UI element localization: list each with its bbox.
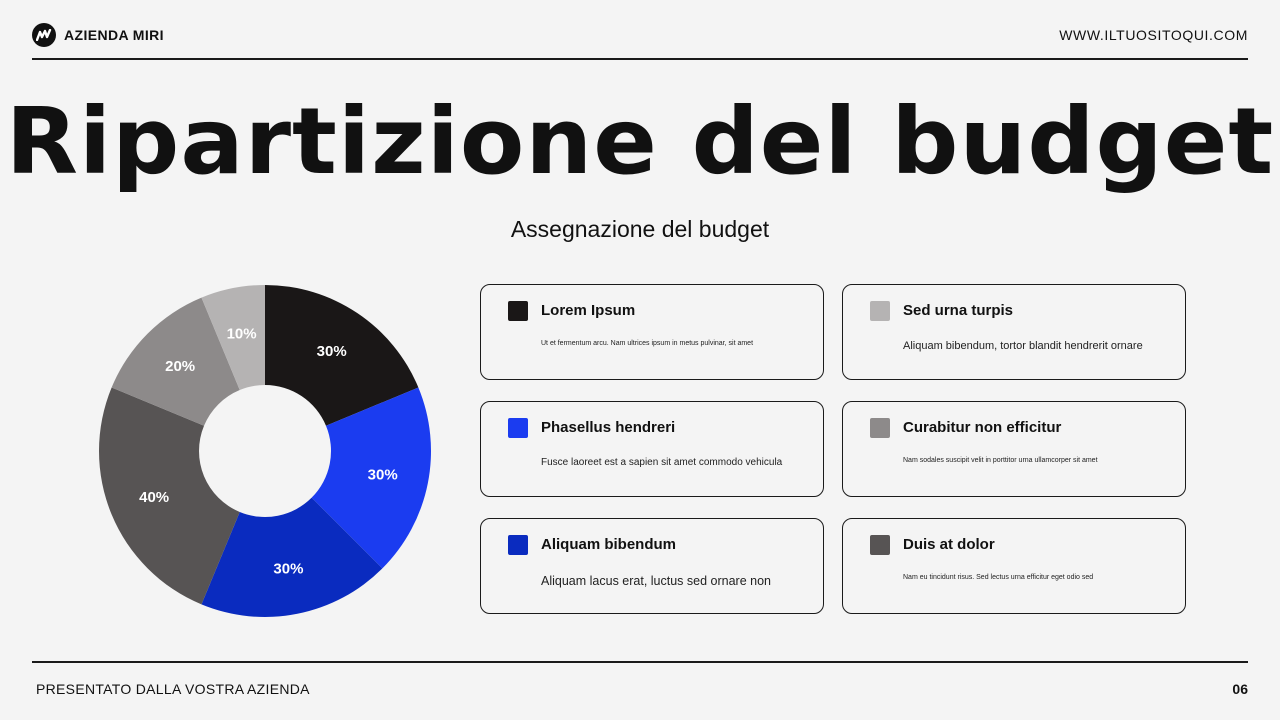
legend-description: Fusce laoreet est a sapien sit amet commodo vehicula [541, 457, 783, 468]
legend-description: Aliquam lacus erat, luctus sed ornare non [541, 574, 771, 588]
company-logo [32, 23, 164, 47]
slice-label: 30% [316, 343, 347, 361]
slice-label: 30% [273, 560, 304, 578]
legend-card [480, 284, 824, 380]
legend-description: Nam sodales suscipit velit in porttitor urna ullamcorper sit amet [903, 457, 1098, 464]
legend-card [480, 401, 824, 497]
legend-swatch [870, 535, 890, 555]
legend-swatch [870, 301, 890, 321]
slice-label: 40% [139, 488, 170, 506]
legend-swatch [870, 418, 890, 438]
legend-card [480, 518, 824, 614]
page-number: 06 [1232, 681, 1248, 697]
header [32, 18, 1248, 58]
legend-description: Ut et fermentum arcu. Nam ultrices ipsum in metus pulvinar, sit amet [541, 340, 754, 347]
slice-label: 10% [226, 325, 257, 343]
legend-card [842, 284, 1186, 380]
page-subtitle: Assegnazione del budget [510, 216, 770, 242]
footer-divider [32, 661, 1248, 663]
legend-card [842, 518, 1186, 614]
logo-icon [32, 23, 56, 47]
legend-title: Sed urna turpis [903, 302, 1014, 319]
legend-title: Curabitur non efficitur [903, 419, 1062, 436]
legend-description: Nam eu tincidunt risus. Sed lectus urna efficitur eget odio sed [903, 574, 1094, 581]
header-divider [32, 58, 1248, 60]
budget-donut-chart [80, 270, 460, 630]
legend-description: Aliquam bibendum, tortor blandit hendrerit ornare [903, 340, 1143, 352]
company-name: AZIENDA MIRI [64, 27, 164, 43]
legend-title: Lorem Ipsum [541, 302, 636, 319]
website-url: WWW.ILTUOSITOQUI.COM [1059, 27, 1248, 43]
legend-swatch [508, 535, 528, 555]
legend-title: Phasellus hendreri [541, 419, 676, 436]
footer-presenter: PRESENTATO DALLA VOSTRA AZIENDA [36, 681, 310, 697]
legend-title: Aliquam bibendum [541, 536, 676, 553]
slice-label: 20% [165, 358, 196, 376]
slice-label: 30% [367, 466, 398, 484]
legend-swatch [508, 301, 528, 321]
legend-swatch [508, 418, 528, 438]
legend-title: Duis at dolor [903, 536, 995, 553]
page-title: Ripartizione del budget [5, 88, 1275, 195]
legend-card [842, 401, 1186, 497]
